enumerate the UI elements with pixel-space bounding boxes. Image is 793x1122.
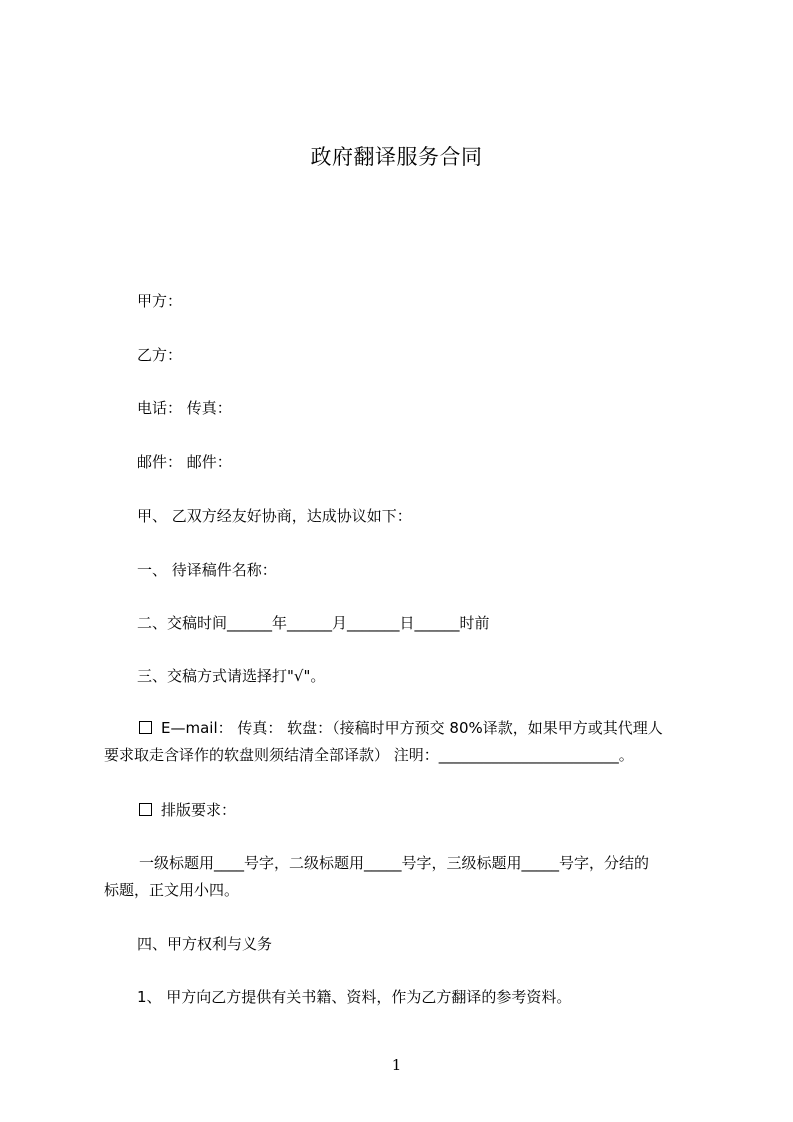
clause-4-item-1: 1、 甲方向乙方提供有关书籍、资料，作为乙方翻译的参考资料。 — [137, 988, 572, 1006]
clause-4-heading: 四、甲方权利与义务 — [137, 935, 273, 953]
party-a-label: 甲方： — [137, 292, 183, 310]
party-b-label: 乙方： — [137, 346, 183, 364]
layout-requirements-line: 一级标题用____号字，二级标题用_____号字，三级标题用_____号字，分结的 — [139, 854, 650, 872]
document-title: 政府翻译服务合同 — [310, 145, 483, 169]
agreement-intro: 甲、 乙双方经友好协商，达成协议如下： — [137, 507, 412, 525]
email-line: 邮件： 邮件： — [137, 453, 232, 471]
phone-fax-line: 电话： 传真： — [137, 399, 232, 417]
clause-1-manuscript-name: 一、 待译稿件名称： — [137, 561, 277, 579]
clause-2-delivery-time: 二、交稿时间______年______月_______日______时前 — [137, 614, 490, 632]
delivery-checkbox[interactable] — [139, 721, 152, 734]
layout-option-row — [139, 800, 236, 820]
layout-requirements-continuation: 标题，正文用小四。 — [104, 881, 240, 899]
clause-3-delivery-method: 三、交稿方式请选择打"√"。 — [137, 667, 326, 685]
delivery-option-text: E—mail： 传真： 软盘：（接稿时甲方预交 80%译款，如果甲方或其代理人 — [161, 719, 663, 737]
layout-checkbox[interactable] — [139, 803, 152, 816]
page-number: 1 — [391, 1056, 402, 1074]
delivery-option-continuation: 要求取走含译作的软盘则须结清全部译款） 注明：________________________。 — [104, 746, 634, 764]
delivery-option-row — [139, 718, 663, 738]
layout-option-text: 排版要求： — [161, 801, 237, 819]
